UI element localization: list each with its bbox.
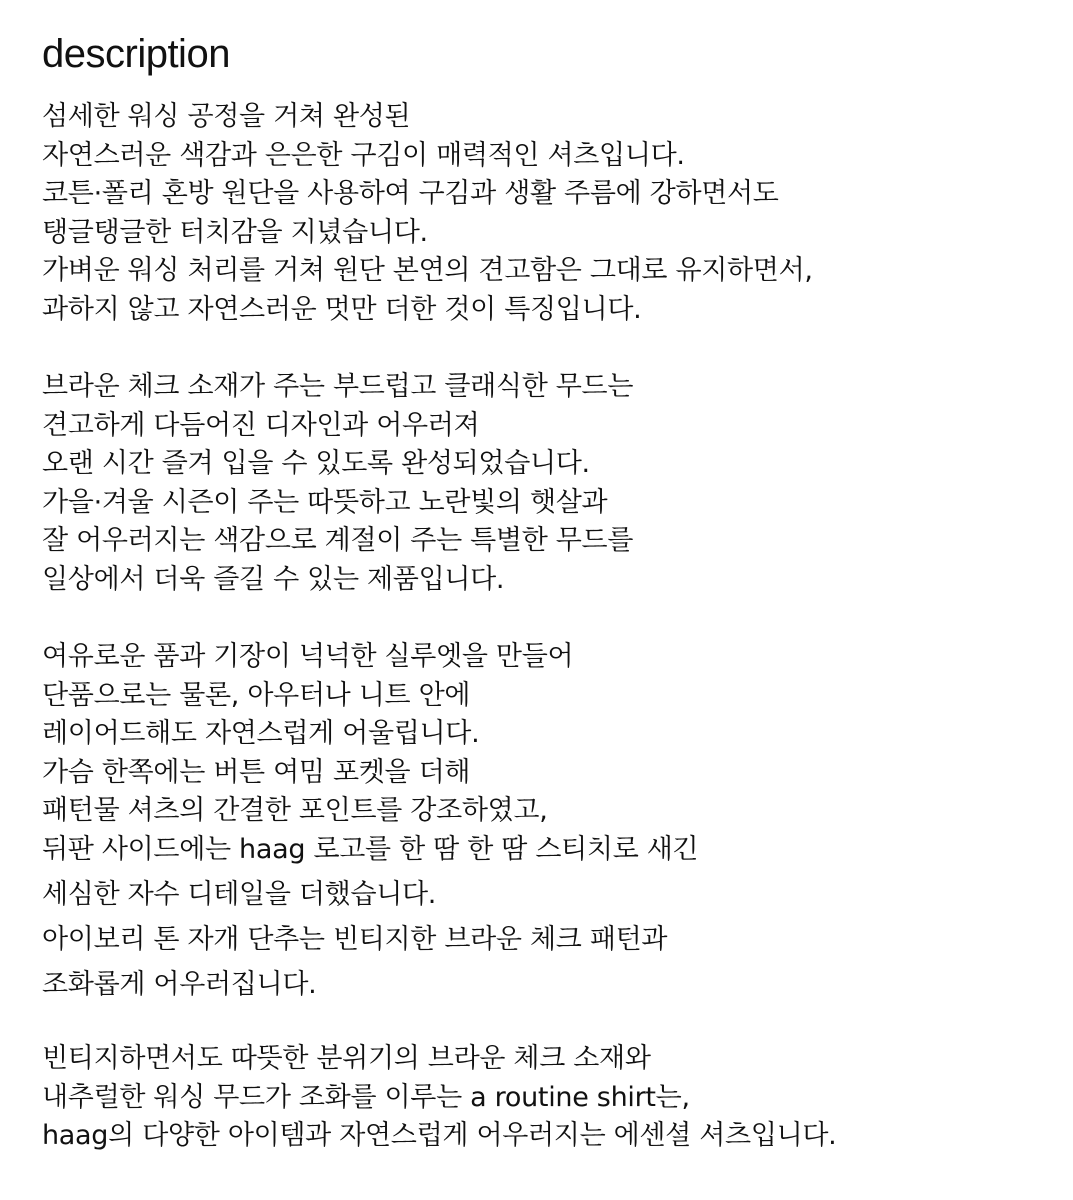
- text-line: 단품으로는 물론, 아우터나 니트 안에: [42, 679, 471, 711]
- text-line: 가을·겨울 시즌이 주는 따뜻하고 노란빛의 햇살과: [42, 486, 608, 518]
- text-line: 내추럴한 워싱 무드가 조화를 이루는 a routine shirt는,: [42, 1081, 690, 1113]
- page-title: description: [42, 32, 230, 76]
- paragraph-2: [42, 368, 1042, 600]
- text-line: 빈티지하면서도 따뜻한 분위기의 브라운 체크 소재와: [42, 1043, 651, 1074]
- paragraph-1: [42, 98, 1042, 330]
- text-line: haag의 다양한 아이템과 자연스럽게 어우러지는 에센셜 셔츠입니다.: [42, 1120, 837, 1152]
- paragraph-3: [42, 638, 1042, 1005]
- text-line: 레이어드해도 자연스럽게 어울립니다.: [42, 718, 480, 750]
- text-line: 탱글탱글한 터치감을 지녔습니다.: [42, 216, 428, 248]
- text-line: 섬세한 워싱 공정을 거쳐 완성된: [42, 101, 411, 132]
- text-line: 세심한 자수 디테일을 더했습니다.: [42, 878, 437, 910]
- text-line: 오랜 시간 즐겨 입을 수 있도록 완성되었습니다.: [42, 448, 590, 480]
- text-line: 자연스러운 색감과 은은한 구김이 매력적인 셔츠입니다.: [42, 139, 685, 171]
- text-line: 아이보리 톤 자개 단추는 빈티지한 브라운 체크 패턴과: [42, 923, 668, 955]
- text-line: 잘 어우러지는 색감으로 계절이 주는 특별한 무드를: [42, 525, 634, 557]
- text-line: 브라운 체크 소재가 주는 부드럽고 클래식한 무드는: [42, 371, 634, 402]
- text-line: 과하지 않고 자연스러운 멋만 더한 것이 특징입니다.: [42, 293, 642, 325]
- text-line: 일상에서 더욱 즐길 수 있는 제품입니다.: [42, 563, 505, 595]
- text-line: 조화롭게 어우러집니다.: [42, 968, 317, 1000]
- text-line: 가벼운 워싱 처리를 거쳐 원단 본연의 견고함은 그대로 유지하면서,: [42, 255, 813, 287]
- text-line: 패턴물 셔츠의 간결한 포인트를 강조하였고,: [42, 795, 548, 827]
- text-line: 견고하게 다듬어진 디자인과 어우러져: [42, 409, 480, 441]
- text-line: 뒤판 사이드에는 haag 로고를 한 땀 한 땀 스티치로 새긴: [42, 833, 699, 865]
- text-line: 여유로운 품과 기장이 넉넉한 실루엣을 만들어: [42, 641, 574, 672]
- paragraph-4: [42, 1040, 1042, 1156]
- text-line: 가슴 한쪽에는 버튼 여밈 포켓을 더해: [42, 756, 471, 788]
- text-line: 코튼·폴리 혼방 원단을 사용하여 구김과 생활 주름에 강하면서도: [42, 178, 779, 210]
